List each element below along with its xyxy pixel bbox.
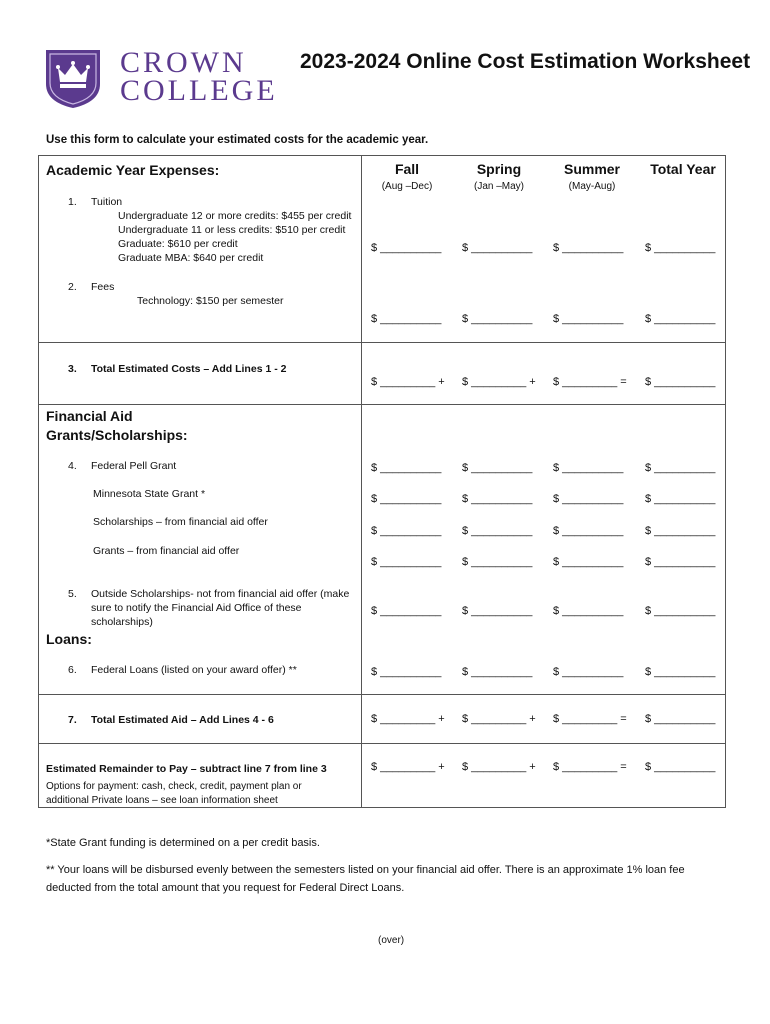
total-field[interactable]: $ __________	[645, 493, 716, 505]
intro-text: Use this form to calculate your estimated costs for the academic year.	[46, 134, 429, 146]
fall-field[interactable]: $ __________	[371, 525, 442, 537]
footnote-loans: deducted from the total amount that you request for Federal Direct Loans.	[46, 882, 405, 894]
tuition-rate: Undergraduate 12 or more credits: $455 per credit	[118, 210, 352, 222]
grants-label: Grants – from financial aid offer	[93, 545, 240, 557]
total-field[interactable]: $ __________	[645, 242, 716, 254]
total-field[interactable]: $ __________	[645, 761, 716, 773]
payment-options: additional Private loans – see loan information sheet	[46, 795, 278, 806]
spring-field[interactable]: $ _________ +	[462, 376, 536, 388]
footnote-state-grant: *State Grant funding is determined on a per credit basis.	[46, 837, 320, 849]
column-divider	[361, 155, 362, 808]
col-spring-dates: (Jan –May)	[473, 181, 524, 192]
footnote-loans: ** Your loans will be disbursed evenly between the semesters listed on your financial aid offer. There is an approximate 1% loan fee	[46, 864, 685, 876]
fall-field[interactable]: $ __________	[371, 313, 442, 325]
spring-field[interactable]: $ __________	[462, 313, 533, 325]
spring-field[interactable]: $ __________	[462, 556, 533, 568]
fall-field[interactable]: $ __________	[371, 462, 442, 474]
line-number: 1.	[68, 196, 77, 208]
spring-field[interactable]: $ __________	[462, 462, 533, 474]
row-divider	[38, 404, 726, 405]
tuition-rate: Undergraduate 11 or less credits: $510 per credit	[118, 224, 346, 236]
spring-field[interactable]: $ __________	[462, 525, 533, 537]
summer-field[interactable]: $ __________	[553, 556, 624, 568]
remainder-label: Estimated Remainder to Pay – subtract line 7 from line 3	[46, 763, 327, 775]
spring-field[interactable]: $ __________	[462, 493, 533, 505]
spring-field[interactable]: $ _________ +	[462, 761, 536, 773]
table-border-right	[725, 155, 726, 808]
brand-line-1: CROWN	[120, 46, 247, 79]
summer-field[interactable]: $ __________	[553, 462, 624, 474]
summer-field[interactable]: $ _________ =	[553, 761, 627, 773]
fall-field[interactable]: $ __________	[371, 605, 442, 617]
line-number: 6.	[68, 664, 77, 676]
total-aid-label: Total Estimated Aid – Add Lines 4 - 6	[91, 714, 274, 726]
summer-field[interactable]: $ __________	[553, 525, 624, 537]
outside-scholarships-label: Outside Scholarships- not from financial aid offer (make	[91, 588, 350, 600]
summer-field[interactable]: $ __________	[553, 666, 624, 678]
table-border-left	[38, 155, 39, 808]
fall-field[interactable]: $ _________ +	[371, 713, 445, 725]
line-number: 5.	[68, 588, 77, 600]
total-field[interactable]: $ __________	[645, 313, 716, 325]
summer-field[interactable]: $ __________	[553, 605, 624, 617]
total-field[interactable]: $ __________	[645, 713, 716, 725]
line-number: 3.	[68, 363, 77, 375]
mn-grant-label: Minnesota State Grant *	[93, 488, 206, 500]
college-crest-logo	[44, 48, 102, 110]
line-number: 2.	[68, 281, 77, 293]
col-total: Total Year	[650, 161, 716, 177]
total-field[interactable]: $ __________	[645, 525, 716, 537]
col-summer: Summer	[563, 161, 621, 177]
col-summer-dates: (May-Aug)	[568, 181, 616, 192]
outside-scholarships-label: scholarships)	[91, 616, 153, 628]
summer-field[interactable]: $ __________	[553, 313, 624, 325]
line-number: 4.	[68, 460, 77, 472]
payment-options: Options for payment: cash, check, credit, payment plan or	[46, 781, 302, 792]
fall-field[interactable]: $ __________	[371, 242, 442, 254]
fall-field[interactable]: $ __________	[371, 666, 442, 678]
tuition-rate: Graduate MBA: $640 per credit	[118, 252, 264, 264]
total-costs-label: Total Estimated Costs – Add Lines 1 - 2	[91, 363, 287, 375]
tuition-label: Tuition	[91, 196, 123, 208]
total-field[interactable]: $ __________	[645, 376, 716, 388]
fall-field[interactable]: $ _________ +	[371, 376, 445, 388]
table-border-bottom	[38, 807, 726, 808]
summer-field[interactable]: $ __________	[553, 242, 624, 254]
total-field[interactable]: $ __________	[645, 666, 716, 678]
col-spring: Spring	[476, 161, 522, 177]
col-fall-dates: (Aug –Dec)	[381, 181, 433, 192]
fees-rate: Technology: $150 per semester	[137, 295, 284, 307]
fall-field[interactable]: $ __________	[371, 493, 442, 505]
spring-field[interactable]: $ __________	[462, 605, 533, 617]
summer-field[interactable]: $ _________ =	[553, 376, 627, 388]
fall-field[interactable]: $ _________ +	[371, 761, 445, 773]
total-field[interactable]: $ __________	[645, 462, 716, 474]
total-field[interactable]: $ __________	[645, 605, 716, 617]
page-title: 2023-2024 Online Cost Estimation Worksheet	[300, 50, 751, 73]
row-divider	[38, 743, 726, 744]
table-border-top	[38, 155, 726, 156]
section-financial-aid: Financial Aid	[46, 408, 133, 424]
spring-field[interactable]: $ _________ +	[462, 713, 536, 725]
spring-field[interactable]: $ __________	[462, 666, 533, 678]
spring-field[interactable]: $ __________	[462, 242, 533, 254]
section-loans: Loans:	[46, 631, 92, 647]
outside-scholarships-label: sure to notify the Financial Aid Office of these	[91, 602, 302, 614]
pell-label: Federal Pell Grant	[91, 460, 177, 472]
tuition-rate: Graduate: $610 per credit	[118, 238, 238, 250]
total-field[interactable]: $ __________	[645, 556, 716, 568]
brand-line-2: COLLEGE	[120, 74, 278, 107]
page-over-note: (over)	[378, 935, 405, 946]
col-fall: Fall	[394, 161, 420, 177]
row-divider	[38, 694, 726, 695]
row-divider	[38, 342, 726, 343]
federal-loans-label: Federal Loans (listed on your award offer) **	[91, 664, 297, 676]
summer-field[interactable]: $ __________	[553, 493, 624, 505]
line-number: 7.	[68, 714, 77, 726]
section-grants-scholarships: Grants/Scholarships:	[46, 427, 188, 443]
section-expenses: Academic Year Expenses:	[46, 162, 220, 178]
fall-field[interactable]: $ __________	[371, 556, 442, 568]
fees-label: Fees	[91, 281, 115, 293]
scholarships-label: Scholarships – from financial aid offer	[93, 516, 268, 528]
summer-field[interactable]: $ _________ =	[553, 713, 627, 725]
